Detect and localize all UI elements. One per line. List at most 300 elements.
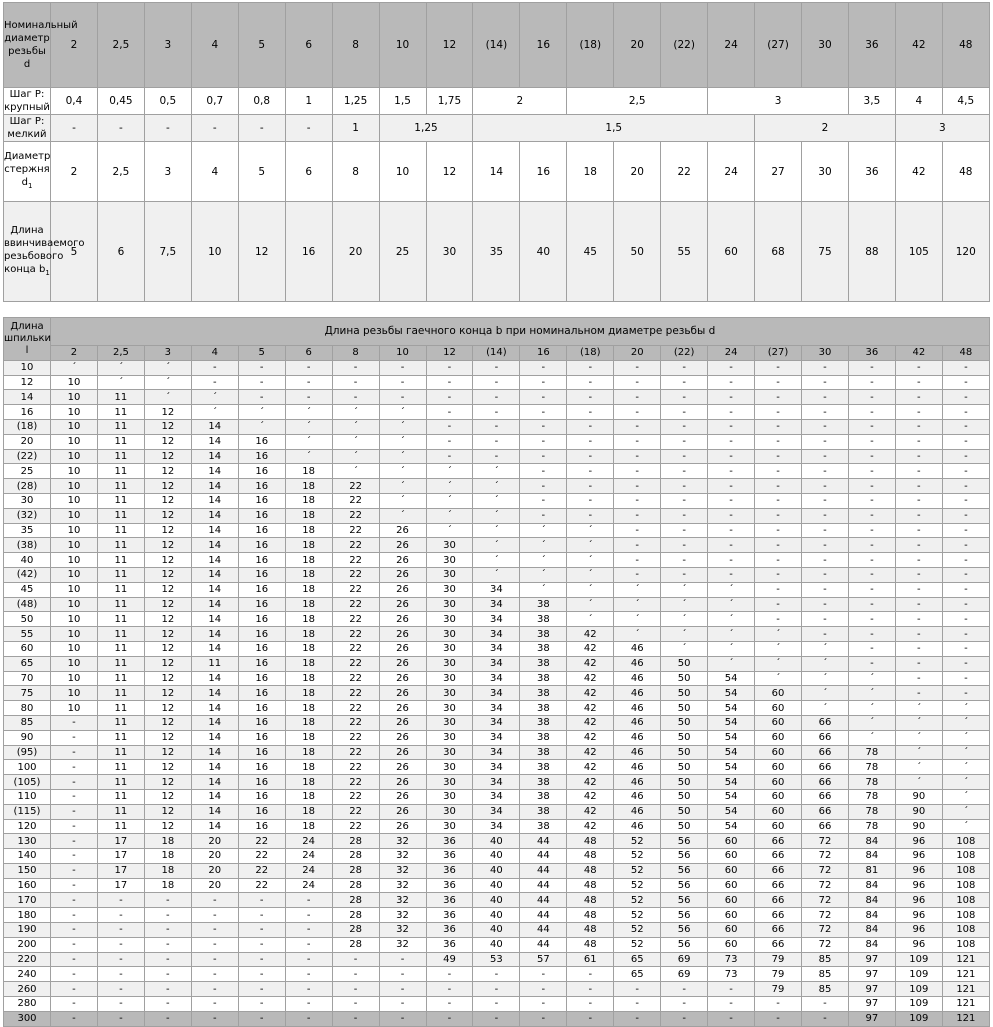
thread-length-cell: 40 (473, 863, 520, 878)
thread-length-cell: 11 (97, 641, 144, 656)
thread-length-cell: - (567, 1011, 614, 1026)
rod-diameter-value: 4 (191, 142, 238, 202)
table-caption: Длина резьбы гаечного конца b при номинальном диаметре резьбы d (51, 318, 990, 346)
thread-length-cell: ´ (144, 360, 191, 375)
thread-length-cell: 11 (97, 715, 144, 730)
thread-length-cell: 72 (802, 908, 849, 923)
thread-length-cell: 48 (567, 849, 614, 864)
thread-length-cell: 60 (708, 849, 755, 864)
thread-length-cell: 16 (238, 434, 285, 449)
thread-length-cell: - (285, 908, 332, 923)
thread-length-cell: - (426, 419, 473, 434)
thread-length-cell: - (426, 1011, 473, 1026)
thread-length-cell: - (708, 523, 755, 538)
thread-length-cell: ´ (97, 375, 144, 390)
thread-length-cell: 26 (379, 745, 426, 760)
thread-length-cell: 16 (238, 656, 285, 671)
coarse-pitch-value: 2 (473, 88, 567, 115)
thread-length-cell: 60 (708, 923, 755, 938)
fine-pitch-value: - (97, 115, 144, 142)
thread-length-cell: 66 (755, 834, 802, 849)
thread-length-cell: - (895, 405, 942, 420)
thread-length-cell: - (238, 923, 285, 938)
stud-length-cell: 55 (4, 627, 51, 642)
thread-length-cell: ´ (848, 671, 895, 686)
thread-length-cell: 46 (614, 671, 661, 686)
fine-pitch-value: 3 (895, 115, 989, 142)
thread-length-cell: 60 (755, 715, 802, 730)
diameter-column-header: 48 (942, 346, 989, 361)
thread-length-cell: 42 (567, 745, 614, 760)
thread-length-cell: 22 (332, 523, 379, 538)
thread-length-cell: 10 (51, 641, 98, 656)
thread-length-cell: - (191, 908, 238, 923)
thread-length-cell: 14 (191, 686, 238, 701)
thread-length-cell: - (661, 493, 708, 508)
thread-length-cell: 10 (51, 582, 98, 597)
coarse-pitch-value: 2,5 (567, 88, 708, 115)
thread-length-cell: ´ (708, 582, 755, 597)
stud-length-cell: 240 (4, 967, 51, 982)
thread-length-cell: - (942, 627, 989, 642)
thread-length-cell: ´ (567, 597, 614, 612)
thread-length-cell: - (755, 523, 802, 538)
coarse-pitch-value: 1 (285, 88, 332, 115)
rod-diameter-value: 6 (285, 142, 332, 202)
thread-length-cell: - (379, 952, 426, 967)
thread-length-cell: - (97, 923, 144, 938)
diameter-column-header: 12 (426, 346, 473, 361)
thread-length-cell: 12 (144, 804, 191, 819)
thread-length-cell: - (567, 508, 614, 523)
thread-length-cell: 108 (942, 849, 989, 864)
thread-length-cell: - (426, 360, 473, 375)
thread-length-cell: 84 (848, 908, 895, 923)
thread-length-cell: 12 (144, 464, 191, 479)
thread-length-cell: - (285, 1011, 332, 1026)
thread-length-cell: - (942, 597, 989, 612)
thread-length-cell: - (473, 449, 520, 464)
thread-length-cell: - (191, 360, 238, 375)
thread-length-cell: 26 (379, 582, 426, 597)
rod-diameter-label (4, 142, 51, 202)
thread-length-cell: 16 (238, 789, 285, 804)
thread-length-cell: 66 (755, 893, 802, 908)
thread-length-cell: 16 (238, 553, 285, 568)
stud-length-cell: 280 (4, 997, 51, 1012)
thread-length-cell: - (848, 567, 895, 582)
thread-length-cell: 36 (426, 849, 473, 864)
thread-length-cell: 38 (520, 641, 567, 656)
thread-length-cell: 10 (51, 479, 98, 494)
thread-length-cell: 54 (708, 760, 755, 775)
thread-length-cell: - (661, 567, 708, 582)
thread-length-cell: 34 (473, 760, 520, 775)
diameter-column-header: 6 (285, 346, 332, 361)
thread-length-cell: - (379, 982, 426, 997)
thread-length-cell: - (614, 538, 661, 553)
thread-length-cell: 46 (614, 789, 661, 804)
thread-length-cell: 34 (473, 641, 520, 656)
thread-length-cell: 12 (144, 567, 191, 582)
thread-length-cell: - (661, 997, 708, 1012)
thread-length-cell: 84 (848, 937, 895, 952)
thread-length-cell: - (473, 997, 520, 1012)
diameter-column-header: 3 (144, 346, 191, 361)
diameter-value: 2,5 (97, 3, 144, 88)
thread-length-cell: 10 (51, 553, 98, 568)
screw-in-length-value: 20 (332, 202, 379, 302)
thread-length-cell: - (238, 1011, 285, 1026)
thread-length-cell: - (97, 908, 144, 923)
thread-length-cell: 10 (51, 493, 98, 508)
thread-length-cell: - (144, 952, 191, 967)
thread-length-cell: - (848, 553, 895, 568)
rod-diameter-value: 10 (379, 142, 426, 202)
thread-length-cell: - (473, 390, 520, 405)
diameter-value: (18) (567, 3, 614, 88)
table-row (4, 686, 990, 701)
thread-length-cell: - (520, 464, 567, 479)
coarse-pitch-value: 1,5 (379, 88, 426, 115)
thread-length-cell: 18 (285, 671, 332, 686)
thread-length-cell: 16 (238, 597, 285, 612)
thread-length-cell: 30 (426, 656, 473, 671)
thread-length-cell: 42 (567, 627, 614, 642)
thread-length-cell: - (238, 997, 285, 1012)
thread-length-cell: - (942, 449, 989, 464)
stud-length-cell: 70 (4, 671, 51, 686)
table-row (4, 671, 990, 686)
thread-length-cell: 12 (144, 523, 191, 538)
thread-length-cell: 22 (332, 567, 379, 582)
table-row (4, 701, 990, 716)
screw-in-length-value: 30 (426, 202, 473, 302)
rod-diameter-value: 2,5 (97, 142, 144, 202)
thread-length-cell: 11 (97, 405, 144, 420)
thread-length-cell: - (614, 375, 661, 390)
thread-length-cell: ´ (473, 553, 520, 568)
thread-length-cell: 11 (97, 760, 144, 775)
thread-length-cell: ´ (379, 449, 426, 464)
table-row (4, 760, 990, 775)
thread-length-cell: 61 (567, 952, 614, 967)
thread-length-cell: 96 (895, 937, 942, 952)
thread-length-cell: - (895, 612, 942, 627)
thread-length-cell: ´ (426, 479, 473, 494)
thread-length-cell: ´ (473, 567, 520, 582)
thread-length-cell: - (567, 434, 614, 449)
thread-length-cell: - (51, 730, 98, 745)
thread-length-cell: 14 (191, 553, 238, 568)
thread-length-cell: - (942, 360, 989, 375)
thread-length-cell: 11 (191, 656, 238, 671)
thread-length-cell: 46 (614, 656, 661, 671)
thread-length-cell: ´ (567, 582, 614, 597)
thread-length-cell: 73 (708, 967, 755, 982)
thread-length-cell: - (567, 479, 614, 494)
rod-diameter-value: 48 (942, 142, 989, 202)
table-row (4, 952, 990, 967)
thread-length-cell: - (285, 967, 332, 982)
thread-length-cell: - (802, 390, 849, 405)
diameter-value: 42 (895, 3, 942, 88)
thread-length-cell: 38 (520, 819, 567, 834)
screw-in-length-label-text: Длина ввинчиваемого резьбового конца b (4, 224, 85, 275)
thread-length-cell: - (802, 582, 849, 597)
thread-length-cell: 10 (51, 449, 98, 464)
thread-length-cell: 18 (285, 597, 332, 612)
thread-length-cell: 46 (614, 730, 661, 745)
diameter-value: 10 (379, 3, 426, 88)
thread-length-cell: - (802, 538, 849, 553)
thread-length-cell: 42 (567, 730, 614, 745)
thread-length-cell: 10 (51, 434, 98, 449)
thread-length-cell: 16 (238, 730, 285, 745)
thread-length-cell: 97 (848, 997, 895, 1012)
rod-diameter-label-text: Диаметр стержня d (4, 151, 51, 188)
thread-length-cell: ´ (942, 819, 989, 834)
thread-length-cell: 50 (661, 819, 708, 834)
thread-length-cell: 44 (520, 923, 567, 938)
thread-length-cell: ´ (614, 582, 661, 597)
thread-length-cell: - (661, 419, 708, 434)
thread-length-cell: 26 (379, 760, 426, 775)
thread-length-cell: - (661, 449, 708, 464)
thread-length-cell: 38 (520, 745, 567, 760)
thread-length-cell: 38 (520, 671, 567, 686)
thread-length-cell: 16 (238, 464, 285, 479)
thread-length-cell: 16 (238, 493, 285, 508)
thread-length-cell: - (755, 375, 802, 390)
thread-length-cell: - (238, 893, 285, 908)
thread-length-cell: - (755, 405, 802, 420)
thread-length-cell: 12 (144, 671, 191, 686)
thread-length-cell: 12 (144, 656, 191, 671)
diameter-column-header: 42 (895, 346, 942, 361)
thread-length-cell: - (567, 464, 614, 479)
diameter-column-header: 4 (191, 346, 238, 361)
stud-length-cell: 14 (4, 390, 51, 405)
thread-length-cell: 69 (661, 967, 708, 982)
thread-length-cell: ´ (848, 730, 895, 745)
stud-length-cell: 80 (4, 701, 51, 716)
thread-length-cell: 11 (97, 730, 144, 745)
thread-length-cell: - (614, 523, 661, 538)
thread-length-cell: 42 (567, 789, 614, 804)
fine-pitch-value: 2 (755, 115, 896, 142)
thread-length-cell: - (848, 538, 895, 553)
thread-length-cell: 12 (144, 449, 191, 464)
thread-length-cell: 22 (332, 745, 379, 760)
thread-length-cell: - (379, 360, 426, 375)
thread-length-cell: 78 (848, 760, 895, 775)
stud-length-cell: (42) (4, 567, 51, 582)
thread-length-cell: 17 (97, 878, 144, 893)
thread-length-cell: ´ (379, 419, 426, 434)
thread-length-cell: - (895, 360, 942, 375)
thread-length-cell: ´ (567, 567, 614, 582)
thread-length-cell: 66 (802, 804, 849, 819)
thread-length-cell: - (473, 375, 520, 390)
stud-length-cell: 10 (4, 360, 51, 375)
thread-length-cell: - (285, 982, 332, 997)
thread-length-cell: - (191, 967, 238, 982)
thread-length-cell: - (567, 360, 614, 375)
thread-length-cell: - (895, 508, 942, 523)
thread-length-cell: - (848, 375, 895, 390)
thread-length-cell: 12 (144, 419, 191, 434)
thread-length-cell: 20 (191, 849, 238, 864)
table-row (4, 582, 990, 597)
table-row (4, 360, 990, 375)
thread-length-cell: - (426, 997, 473, 1012)
thread-length-cell: - (332, 967, 379, 982)
thread-length-cell: - (895, 464, 942, 479)
thread-length-cell: ´ (332, 434, 379, 449)
thread-length-cell: - (708, 405, 755, 420)
thread-length-cell: ´ (473, 464, 520, 479)
thread-length-cell: - (708, 1011, 755, 1026)
thread-length-cell: 56 (661, 908, 708, 923)
thread-length-cell: ´ (942, 715, 989, 730)
thread-length-cell: 96 (895, 863, 942, 878)
thread-length-cell: 11 (97, 804, 144, 819)
thread-length-cell: 96 (895, 893, 942, 908)
thread-length-cell: 78 (848, 745, 895, 760)
thread-length-cell: ´ (942, 745, 989, 760)
thread-length-cell: ´ (942, 701, 989, 716)
thread-length-cell: ´ (614, 627, 661, 642)
thread-length-cell: ´ (238, 419, 285, 434)
thread-length-cell: 14 (191, 715, 238, 730)
thread-length-cell: 96 (895, 849, 942, 864)
thread-length-cell: - (567, 405, 614, 420)
table-row (4, 908, 990, 923)
table-row (4, 419, 990, 434)
thread-length-cell: - (332, 997, 379, 1012)
thread-length-cell: 14 (191, 671, 238, 686)
diameter-value: 12 (426, 3, 473, 88)
thread-length-cell: - (942, 508, 989, 523)
thread-length-cell: - (426, 390, 473, 405)
thread-length-cell: 44 (520, 834, 567, 849)
thread-length-cell: ´ (379, 508, 426, 523)
thread-length-cell: 26 (379, 715, 426, 730)
thread-length-cell: - (942, 553, 989, 568)
coarse-pitch-value: 0,8 (238, 88, 285, 115)
thread-length-cell: 34 (473, 715, 520, 730)
thread-length-cell: ´ (708, 627, 755, 642)
thread-length-cell: - (51, 745, 98, 760)
thread-length-cell: 22 (238, 863, 285, 878)
thread-length-cell: 12 (144, 641, 191, 656)
thread-length-cell: 10 (51, 405, 98, 420)
thread-length-cell: - (379, 967, 426, 982)
diameter-value: 8 (332, 3, 379, 88)
thread-length-cell: 28 (332, 834, 379, 849)
nominal-diameter-row (4, 3, 990, 88)
thread-length-cell: 38 (520, 686, 567, 701)
thread-length-cell: - (473, 434, 520, 449)
thread-length-cell: - (942, 567, 989, 582)
thread-length-cell: 60 (755, 745, 802, 760)
thread-length-cell: - (895, 390, 942, 405)
thread-length-cell: 46 (614, 819, 661, 834)
diameter-value: (27) (755, 3, 802, 88)
diameter-value: 36 (848, 3, 895, 88)
thread-length-cell: 11 (97, 819, 144, 834)
stud-length-cell: 140 (4, 849, 51, 864)
thread-length-cell: 30 (426, 715, 473, 730)
thread-length-cell: ´ (802, 641, 849, 656)
thread-length-cell: 16 (238, 715, 285, 730)
thread-length-cell: - (708, 997, 755, 1012)
thread-length-cell: 56 (661, 893, 708, 908)
screw-in-length-value: 105 (895, 202, 942, 302)
table-row (4, 849, 990, 864)
screw-in-length-value: 5 (51, 202, 98, 302)
thread-length-cell: 97 (848, 1011, 895, 1026)
thread-length-cell: - (567, 390, 614, 405)
thread-length-cell: - (942, 523, 989, 538)
thread-length-cell: 14 (191, 612, 238, 627)
thread-length-cell: ´ (708, 641, 755, 656)
table-row (4, 538, 990, 553)
thread-length-cell: - (895, 656, 942, 671)
thread-length-cell: 54 (708, 715, 755, 730)
thread-length-cell: - (285, 952, 332, 967)
thread-length-cell: - (614, 405, 661, 420)
thread-length-cell: - (942, 375, 989, 390)
thread-length-cell: 10 (51, 508, 98, 523)
thread-length-cell: - (51, 834, 98, 849)
thread-length-cell: 54 (708, 789, 755, 804)
rod-diameter-value: 24 (708, 142, 755, 202)
thread-length-cell: 18 (285, 686, 332, 701)
thread-length-cell: 72 (802, 878, 849, 893)
thread-length-cell: 50 (661, 789, 708, 804)
thread-length-cell: - (567, 967, 614, 982)
thread-length-cell: 11 (97, 567, 144, 582)
thread-length-cell: - (755, 508, 802, 523)
thread-length-cell: 12 (144, 612, 191, 627)
thread-length-cell: 109 (895, 1011, 942, 1026)
screw-in-length-value: 35 (473, 202, 520, 302)
thread-length-cell: 22 (332, 715, 379, 730)
rod-diameter-value: 16 (520, 142, 567, 202)
thread-length-cell: 108 (942, 923, 989, 938)
thread-length-cell: 60 (708, 937, 755, 952)
thread-length-cell: 11 (97, 597, 144, 612)
thread-length-cell: - (802, 567, 849, 582)
thread-length-cell: 97 (848, 952, 895, 967)
thread-length-cell: - (895, 671, 942, 686)
thread-length-cell: - (520, 390, 567, 405)
thread-length-cell: ´ (895, 760, 942, 775)
thread-length-cell: ´ (755, 641, 802, 656)
thread-length-cell: 66 (755, 849, 802, 864)
table-row (4, 627, 990, 642)
thread-length-cell: - (97, 952, 144, 967)
thread-length-cell: 44 (520, 937, 567, 952)
thread-length-cell: - (802, 405, 849, 420)
thread-length-cell: 14 (191, 464, 238, 479)
thread-length-cell: 56 (661, 937, 708, 952)
thread-length-cell: 17 (97, 863, 144, 878)
thread-length-cell: ´ (97, 360, 144, 375)
thread-length-cell: 11 (97, 523, 144, 538)
